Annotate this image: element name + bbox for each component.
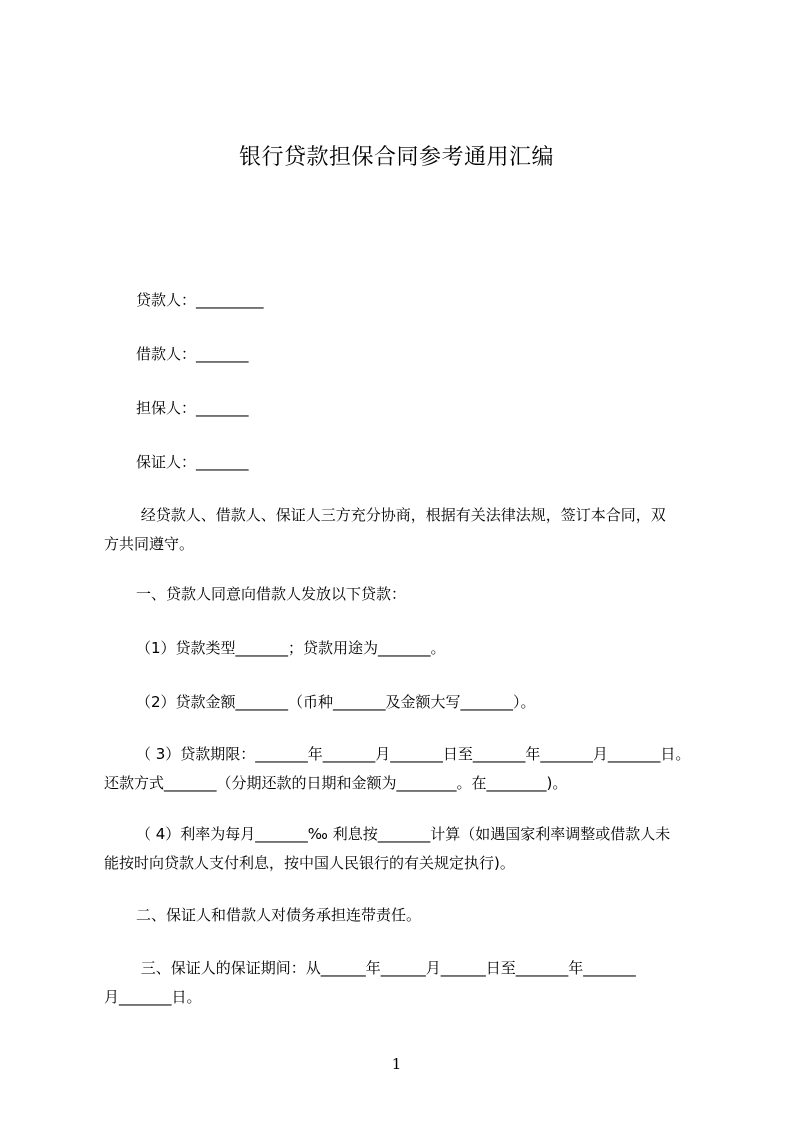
section1-item-2: （2）贷款金额_______（币种_______及金额大写_______）。 (136, 693, 536, 711)
intro-line-1: 经贷款人、借款人、保证人三方充分协商，根据有关法律法规，签订本合同，双 (136, 506, 666, 524)
section3-line-1: 三、保证人的保证期间：从______年______月______日至_______年_______ (136, 959, 636, 977)
page-number: 1 (391, 1055, 402, 1073)
item3-line-2: 还款方式_______（分期还款的日期和金额为________。在________)。 (104, 774, 568, 792)
section2-heading: 二、保证人和借款人对债务承担连带责任。 (136, 906, 422, 924)
section1-item-1: （1）贷款类型_______；贷款用途为_______。 (136, 639, 446, 657)
section1-item-4 (104, 820, 724, 878)
guarantor-field: 担保人：_______ (136, 399, 249, 417)
document-title: 银行贷款担保合同参考通用汇编 (238, 145, 554, 170)
surety-field: 保证人：_______ (136, 453, 249, 471)
item4-line-2: 能按时向贷款人支付利息，按中国人民银行的有关规定执行)。 (104, 854, 515, 872)
item4-line-1: （ 4）利率为每月_______‰ 利息按_______计算（如遇国家利率调整或借款人未 (136, 825, 671, 843)
intro-paragraph (104, 501, 724, 559)
section1-heading: 一、贷款人同意向借款人发放以下贷款： (136, 585, 407, 603)
item3-line-1: （ 3）贷款期限：_______年_______月_______日至_______年_______月_______日。 (136, 745, 691, 763)
section1-item-3 (104, 740, 724, 798)
lender-field: 贷款人：_________ (136, 291, 264, 309)
borrower-field: 借款人：_______ (136, 345, 249, 363)
intro-line-2: 方共同遵守。 (104, 535, 195, 553)
section3-paragraph (104, 954, 724, 1012)
section3-line-2: 月_______日。 (104, 988, 202, 1006)
